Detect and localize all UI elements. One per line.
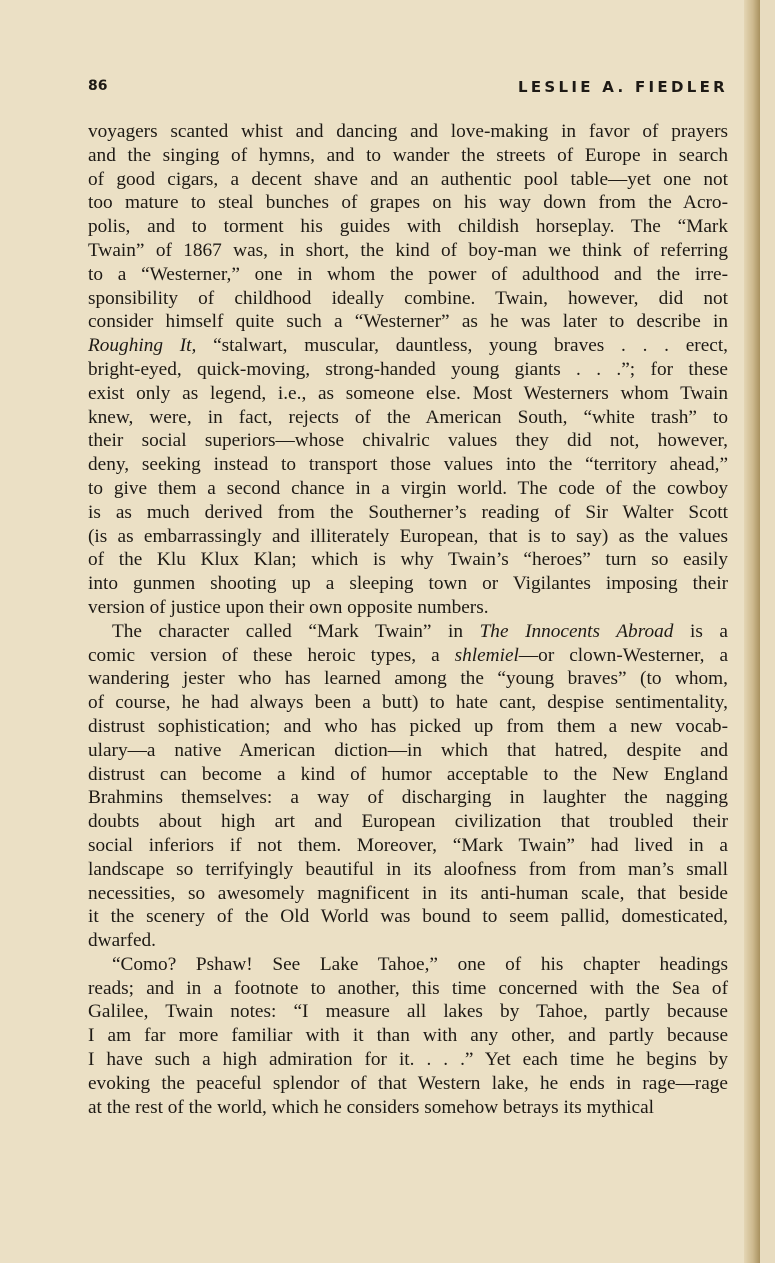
text-line: distrust can become a kind of humor acceptable to the New England [88,763,728,785]
text-line: of the Klu Klux Klan; which is why Twain’s “heroes” turn so easily [88,549,728,571]
text-line: to give them a second chance in a virgin world. The code of the cowboy [88,477,728,499]
text-line: necessities, so awesomely magnificent in its anti-human scale, that beside [88,882,728,904]
text-line: of good cigars, a decent shave and an authentic pool table—yet one not [88,168,728,190]
text-line: at the rest of the world, which he considers somehow betrays its mythical [88,1096,654,1118]
text-line: doubts about high art and European civilization that troubled their [88,811,728,833]
text-line: too mature to steal bunches of grapes on his way down from the Acro- [88,192,728,214]
text-line: into gunmen shooting up a sleeping town or Vigilantes imposing their [88,573,728,595]
paragraph-2 [88,620,728,953]
page-header [88,78,728,98]
text-line: I am far more familiar with it than with any other, and partly because [88,1025,728,1047]
text-line: version of justice upon their own opposite numbers. [88,596,489,618]
text-line: voyagers scanted whist and dancing and love-making in favor of prayers [88,121,728,142]
text-line: Brahmins themselves: a way of discharging in laughter the nagging [88,787,728,809]
text-line: deny, seeking instead to transport those values into the “territory ahead,” [88,454,728,476]
text-line: Roughing It, “stalwart, muscular, dauntless, young braves . . . erect, [88,335,728,357]
text-line: is as much derived from the Southerner’s reading of Sir Walter Scott [88,501,728,523]
text-line: (is as embarrassingly and illiterately European, that is to say) as the values [88,525,728,547]
text-line: reads; and in a footnote to another, this time concerned with the Sea of [88,977,728,999]
text-line: sponsibility of childhood ideally combine. Twain, however, did not [88,287,728,309]
text-line: consider himself quite such a “Westerner” as he was later to describe in [88,311,728,333]
text-line: distrust sophistication; and who has picked up from them a new vocab- [88,715,728,737]
text-line: of course, he had always been a butt) to hate cant, despise sentimentality, [88,692,728,714]
text-line: Twain” of 1867 was, in short, the kind of boy-man we think of referring [88,239,728,261]
text-line: social inferiors if not them. Moreover, “Mark Twain” had lived in a [88,834,728,856]
page-edge-shadow [744,0,760,1263]
text-line: “Como? Pshaw! See Lake Tahoe,” one of his chapter headings [112,953,728,975]
text-line: bright-eyed, quick-moving, strong-handed young giants . . .”; for these [88,358,728,380]
page-number: 86 [88,78,108,94]
text-line: comic version of these heroic types, a shlemiel—or clown-Westerner, a [88,644,728,666]
text-line: it the scenery of the Old World was bound to seem pallid, domesticated, [88,906,728,928]
paragraph-1 [88,120,728,620]
text-line: evoking the peaceful splendor of that Western lake, he ends in rage—rage [88,1072,728,1094]
text-line: to a “Westerner,” one in whom the power of adulthood and the irre- [88,263,728,285]
text-line: dwarfed. [88,930,156,952]
paragraph-3 [88,953,728,1120]
text-line: ulary—a native American diction—in which that hatred, despite and [88,739,728,761]
text-line: Galilee, Twain notes: “I measure all lakes by Tahoe, partly because [88,1001,728,1023]
text-line: The character called “Mark Twain” in The Innocents Abroad is a [112,620,728,642]
text-line: exist only as legend, i.e., as someone else. Most Westerners whom Twain [88,382,728,404]
text-line: their social superiors—whose chivalric values they did not, however, [88,430,728,452]
body-text [88,120,728,1119]
running-head-author: LESLIE A. FIEDLER [517,78,728,96]
text-line: landscape so terrifyingly beautiful in its aloofness from from man’s small [88,858,728,880]
text-line: and the singing of hymns, and to wander the streets of Europe in search [88,144,728,166]
text-line: wandering jester who has learned among the “young braves” (to whom, [88,668,728,690]
text-line: knew, were, in fact, rejects of the American South, “white trash” to [88,406,728,428]
text-line: I have such a high admiration for it. . . .” Yet each time he begins by [88,1049,728,1071]
text-line: polis, and to torment his guides with childish horseplay. The “Mark [88,216,728,238]
